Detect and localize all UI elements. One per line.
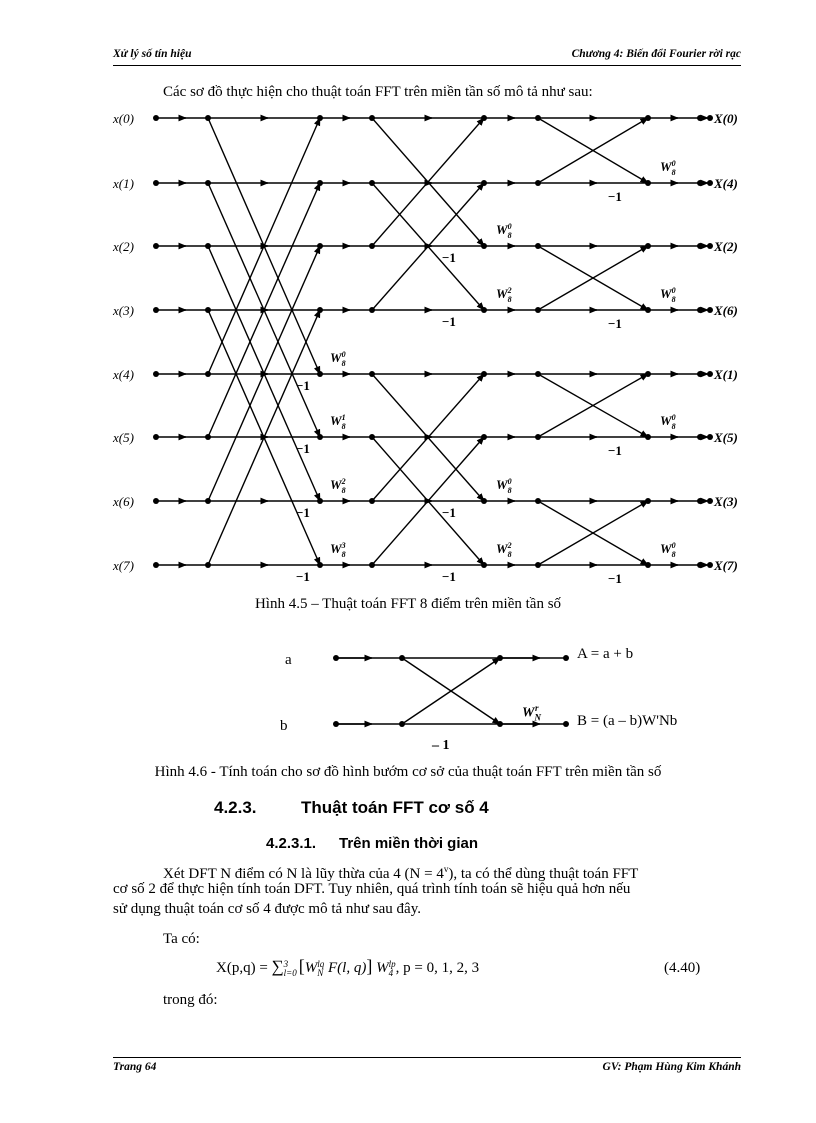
input-label-0: x(0) [113, 111, 134, 126]
eq-w1-sup: lq [317, 958, 325, 969]
butterfly-node [497, 721, 503, 727]
butterfly-input-b: b [280, 718, 288, 734]
fig45-caption: Hình 4.5 – Thuật toán FFT 8 điểm trên miền tần số [254, 596, 562, 612]
butterfly-node [563, 721, 569, 727]
neg-one-stage2-3: −1 [442, 569, 456, 584]
para1-line1-end: ), ta có thể dùng thuật toán FFT [448, 866, 639, 882]
twiddle-base: W [330, 477, 342, 492]
neg-one-stage1-2: −1 [296, 505, 310, 520]
twiddle-base: W [496, 286, 508, 301]
twiddle-exp: 1 [341, 413, 346, 422]
footer-right: GV: Phạm Hùng Kim Khánh [602, 1061, 741, 1073]
twiddle-exp: 0 [671, 413, 676, 422]
equation-4-40 [216, 956, 479, 978]
eq-f: F(l, q) [328, 960, 367, 976]
butterfly-neg-one: – 1 [432, 738, 450, 753]
neg-one-stage1-1: −1 [296, 441, 310, 456]
output-label-0: X(0) [714, 111, 738, 126]
para1-line3: sử dụng thuật toán cơ số 4 được mô tả như sau đây. [113, 901, 421, 917]
butterfly-node [333, 655, 339, 661]
twiddle-exp: 0 [507, 477, 512, 486]
footer-left: Trang 64 [113, 1061, 157, 1073]
neg-one-stage3-3: −1 [608, 571, 622, 586]
twiddle-base: W [496, 222, 508, 237]
twiddle-sub: 8 [671, 422, 676, 431]
butterfly-input-a: a [285, 652, 292, 668]
twiddle-exp: 2 [507, 541, 512, 550]
para1-sup: v [443, 864, 449, 874]
eq-sum: ∑ [271, 957, 284, 976]
twiddle-exp: 0 [341, 350, 346, 359]
trong-do: trong đó: [163, 992, 218, 1008]
eq-open: [ [298, 956, 305, 976]
twiddle-base: W [496, 541, 508, 556]
eq-w1-sub: N [317, 967, 324, 978]
output-label-7: X(7) [714, 558, 738, 573]
twiddle-exp: 3 [341, 541, 346, 550]
header-right: Chương 4: Biến đổi Fourier rời rạc [571, 48, 741, 60]
subsection-number: 4.2.3.1. [266, 835, 317, 852]
twiddle-sub: 8 [507, 231, 512, 240]
neg-one-stage3-1: −1 [608, 316, 622, 331]
neg-one-stage2-1: −1 [442, 314, 456, 329]
twiddle-exp: 0 [671, 159, 676, 168]
butterfly-node [497, 655, 503, 661]
neg-one-stage3-2: −1 [608, 443, 622, 458]
twiddle-base: W [330, 413, 342, 428]
butterfly-twiddle-sub: N [534, 712, 541, 723]
input-label-1: x(1) [113, 176, 134, 191]
eq-w1: W [304, 960, 318, 976]
twiddle-sub: 8 [507, 486, 512, 495]
twiddle-sub: 8 [671, 550, 676, 559]
input-label-5: x(5) [113, 430, 134, 445]
section-title: Thuật toán FFT cơ số 4 [301, 798, 489, 817]
twiddle-base: W [660, 286, 672, 301]
twiddle-sub: 8 [341, 422, 346, 431]
equation-number: (4.40) [664, 960, 701, 976]
twiddle-exp: 0 [671, 286, 676, 295]
eq-sum-sup: 3 [283, 958, 289, 969]
twiddle-base: W [330, 541, 342, 556]
butterfly-output-B: B = (a – b)W'Nb [577, 713, 678, 729]
output-label-2: X(2) [714, 239, 738, 254]
ta-co: Ta có: [163, 931, 200, 947]
neg-one-stage2-2: −1 [442, 505, 456, 520]
eq-lhs: X(p,q) = [216, 960, 272, 976]
butterfly-node [563, 655, 569, 661]
twiddle-base: W [496, 477, 508, 492]
input-label-6: x(6) [113, 494, 134, 509]
twiddle-sub: 8 [341, 486, 346, 495]
input-label-2: x(2) [113, 239, 134, 254]
eq-tail: , p = 0, 1, 2, 3 [395, 960, 480, 976]
neg-one-stage1-0: −1 [296, 378, 310, 393]
twiddle-exp: 0 [671, 541, 676, 550]
butterfly-output-A: A = a + b [577, 646, 634, 662]
neg-one-stage3-0: −1 [608, 189, 622, 204]
fig46-caption: Hình 4.6 - Tính toán cho sơ đồ hình bướm cơ sở của thuật toán FFT trên miền tần số [154, 764, 662, 780]
eq-w2-sub: 4 [388, 967, 394, 978]
eq-close: ] [366, 956, 373, 976]
butterfly-twiddle-base: W [522, 705, 535, 721]
input-label-3: x(3) [113, 303, 134, 318]
twiddle-base: W [660, 413, 672, 428]
butterfly-node [333, 721, 339, 727]
twiddle-base: W [660, 541, 672, 556]
butterfly-node [399, 721, 405, 727]
para1-line2: cơ số 2 để thực hiện tính toán DFT. Tuy nhiên, quá trình tính toán sẽ hiệu quả hơn nếu [113, 881, 631, 897]
twiddle-sub: 8 [341, 550, 346, 559]
twiddle-sub: 8 [507, 550, 512, 559]
footer-rule [113, 1057, 741, 1058]
output-label-3: X(6) [714, 303, 738, 318]
twiddle-exp: 2 [507, 286, 512, 295]
butterfly-twiddle-sup: r [534, 703, 539, 713]
eq-sum-sub: l=0 [283, 967, 297, 978]
twiddle-sub: 8 [341, 359, 346, 368]
eq-w2-sup: lp [388, 958, 396, 969]
output-label-5: X(5) [714, 430, 738, 445]
section-number: 4.2.3. [214, 798, 257, 817]
twiddle-exp: 2 [341, 477, 346, 486]
twiddle-sub: 8 [507, 295, 512, 304]
twiddle-sub: 8 [671, 168, 676, 177]
para1-line1-text: Xét DFT N điểm có N là lũy thừa của 4 (N = 4 [163, 866, 444, 882]
input-label-4: x(4) [113, 367, 134, 382]
subsection-title: Trên miền thời gian [339, 835, 479, 852]
butterfly-twiddle [522, 703, 541, 723]
neg-one-stage1-3: −1 [296, 569, 310, 584]
output-label-6: X(3) [714, 494, 738, 509]
twiddle-base: W [660, 159, 672, 174]
output-label-1: X(4) [714, 176, 738, 191]
neg-one-stage2-0: −1 [442, 250, 456, 265]
header-left: Xử lý số tín hiệu [113, 48, 192, 60]
input-label-7: x(7) [113, 558, 134, 573]
twiddle-sub: 8 [671, 295, 676, 304]
intro-text: Các sơ đồ thực hiện cho thuật toán FFT trên miền tần số mô tả như sau: [163, 84, 593, 100]
twiddle-exp: 0 [507, 222, 512, 231]
butterfly-node [399, 655, 405, 661]
eq-w2: W [376, 960, 389, 976]
output-label-4: X(1) [714, 367, 738, 382]
twiddle-base: W [330, 350, 342, 365]
